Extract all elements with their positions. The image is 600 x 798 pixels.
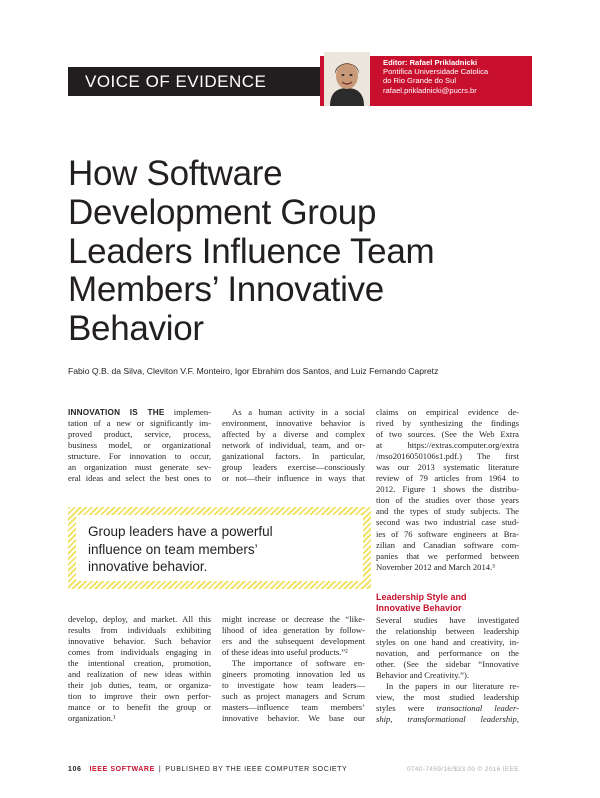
magazine-name: IEEE SOFTWARE xyxy=(89,766,155,773)
text-line: tion of the studies over those years xyxy=(376,495,519,506)
title-line: Behavior xyxy=(68,309,204,349)
text-line: INNOVATION IS THE implemen- xyxy=(68,407,211,417)
pull-quote-border-bottom xyxy=(68,581,371,589)
editor-photo xyxy=(324,52,370,106)
copyright-line: 0740-7459/16/$33.00 © 2016 IEEE xyxy=(406,766,519,773)
pull-quote-border-left xyxy=(68,507,76,589)
editor-portrait-icon xyxy=(324,52,370,106)
col3-leadership-paragraph xyxy=(376,615,519,725)
section-heading-line: Innovative Behavior xyxy=(376,603,462,613)
text-line: masters—influence team members’ xyxy=(222,702,365,713)
run-in-heading: INNOVATION IS THE xyxy=(68,408,165,417)
text-line: styles were transactional leader- xyxy=(376,703,519,714)
text-line: In the papers in our literature re- xyxy=(386,681,519,692)
text-line: styles on one hand and creativity, in- xyxy=(376,637,519,648)
col2-intro-paragraph xyxy=(222,407,365,484)
section-heading-line: Leadership Style and xyxy=(376,592,467,602)
editor-affiliation-line1: Pontifica Universidade Catolica xyxy=(383,67,489,77)
text-line: their job duties, team, or organiza- xyxy=(68,680,211,691)
text-line: of two sources. (See the Web Extra xyxy=(376,429,519,440)
pull-quote-line: Group leaders have a powerful xyxy=(88,524,273,539)
text-line: ship, transformational leadership, xyxy=(376,714,519,725)
text-line: the intentional creation, promotion, xyxy=(68,658,211,669)
text-line: review of 79 articles from 1964 to xyxy=(376,473,519,484)
footer-separator: | xyxy=(158,766,162,773)
text-line: gineers promoting innovation led us xyxy=(222,669,365,680)
text-line: 2012. Figure 1 shows the distribu- xyxy=(376,484,519,495)
text-line: to investigate how team leaders— xyxy=(222,680,365,691)
text-line: tation of a new or significantly im- xyxy=(68,418,211,429)
text-line: business model, or organizational xyxy=(68,440,211,451)
editor-info xyxy=(383,58,488,95)
text-line: group leaders exercise—consciously xyxy=(222,462,365,473)
text-line: panies that we performed between xyxy=(376,550,519,561)
text-line: claims on empirical evidence de- xyxy=(376,407,519,417)
text-line: /mso2016050106s1.pdf.) The first xyxy=(376,451,519,462)
editor-name: Editor: Rafael Prikladnicki xyxy=(383,58,478,67)
text-line: might increase or decrease the “like- xyxy=(222,614,365,624)
text-line: innovative behavior. Such behavior xyxy=(68,636,211,647)
text-line: As a human activity in a social xyxy=(232,407,365,417)
text-line: environment, innovative behavior is xyxy=(222,418,365,429)
text-line: eral ideas and select the best ones to xyxy=(68,473,211,484)
web-extra-link[interactable]: at https://extras.computer.org/extra xyxy=(376,440,519,451)
text-line: The importance of software en- xyxy=(232,658,365,669)
text-line: second was two industrial case stud- xyxy=(376,517,519,528)
text-line: an organization must generate sev- xyxy=(68,462,211,473)
text-line: tion to improve their own perfor- xyxy=(68,691,211,702)
pull-quote-line: innovative behavior. xyxy=(88,559,208,574)
text-line: Behavior and Creativity.”). xyxy=(376,670,469,681)
title-line: Members’ Innovative xyxy=(68,270,384,310)
text-line: or not—their influence in ways that xyxy=(222,473,365,484)
text-line: rived by synthesizing the findings xyxy=(376,418,519,429)
text-line: zilian and Canadian software com- xyxy=(376,539,519,550)
pull-quote-border-right xyxy=(363,507,371,589)
pull-quote-line: influence on team members’ xyxy=(88,541,258,557)
text-line: mance or to benefit the group or xyxy=(68,702,211,713)
text-line: view, the most studied leadership xyxy=(376,692,519,703)
editor-affiliation-line2: do Rio Grande do Sul xyxy=(383,76,457,86)
text-line: comes from individuals engaging in xyxy=(68,647,211,658)
page-number: 106 xyxy=(68,766,82,773)
text-line: of these ideas into useful products.”² xyxy=(222,647,348,658)
text-line: ers and the subsequent development xyxy=(222,636,365,647)
title-line: Leaders Influence Team xyxy=(68,231,435,271)
text-line: and realization of new ideas within xyxy=(68,669,211,680)
col2-continued-paragraph xyxy=(222,614,365,724)
text-line: develop, deploy, and market. All this xyxy=(68,614,211,624)
text-line: network of individual, team, and or- xyxy=(222,440,365,451)
text-line: and the types of study subjects. The xyxy=(376,506,519,517)
publisher-line: PUBLISHED BY THE IEEE COMPUTER SOCIETY xyxy=(165,766,348,773)
text-line: ganizational factors. In particular, xyxy=(222,451,365,462)
text-line: November 2012 and March 2014.³ xyxy=(376,561,495,572)
text-line: ies of 76 software engineers at Bra- xyxy=(376,528,519,539)
department-label: VOICE OF EVIDENCE xyxy=(85,72,267,91)
pull-quote-text xyxy=(88,523,273,576)
text-line: was our 2013 systematic literature xyxy=(376,462,519,473)
editor-email[interactable]: rafael.prikladnicki@pucrs.br xyxy=(383,85,477,95)
text-line: other. (See the sidebar “Innovative xyxy=(376,659,519,670)
section-heading xyxy=(376,592,467,614)
text-line: the relationship between leadership xyxy=(376,626,519,637)
article-title xyxy=(68,155,528,349)
title-line: How Software xyxy=(68,154,283,193)
text-line: such as project managers and Scrum xyxy=(222,691,365,702)
col1-continued-paragraph xyxy=(68,614,211,724)
col3-sources-paragraph xyxy=(376,407,519,573)
text-line: lihood of idea generation by follow- xyxy=(222,625,365,636)
page-footer xyxy=(68,766,347,773)
title-line: Development Group xyxy=(68,192,377,232)
text-line: results from individuals exhibiting xyxy=(68,625,211,636)
text-line: Several studies have investigated xyxy=(376,615,519,625)
text-line: innovative behavior. We base our xyxy=(222,713,365,724)
text-line: affected by a diverse and complex xyxy=(222,429,365,440)
col1-intro-paragraph xyxy=(68,407,211,484)
text-line: structure. For innovation to occur, xyxy=(68,451,211,462)
pull-quote-border-top xyxy=(68,507,371,515)
text-line: organization.¹ xyxy=(68,713,116,724)
text-line: proved product, service, process, xyxy=(68,429,211,440)
author-list: Fabio Q.B. da Silva, Cleviton V.F. Monteiro, Igor Ebrahim dos Santos, and Luiz Fernando Capretz xyxy=(68,366,439,376)
text-line: novation, and performance on the xyxy=(376,648,519,659)
